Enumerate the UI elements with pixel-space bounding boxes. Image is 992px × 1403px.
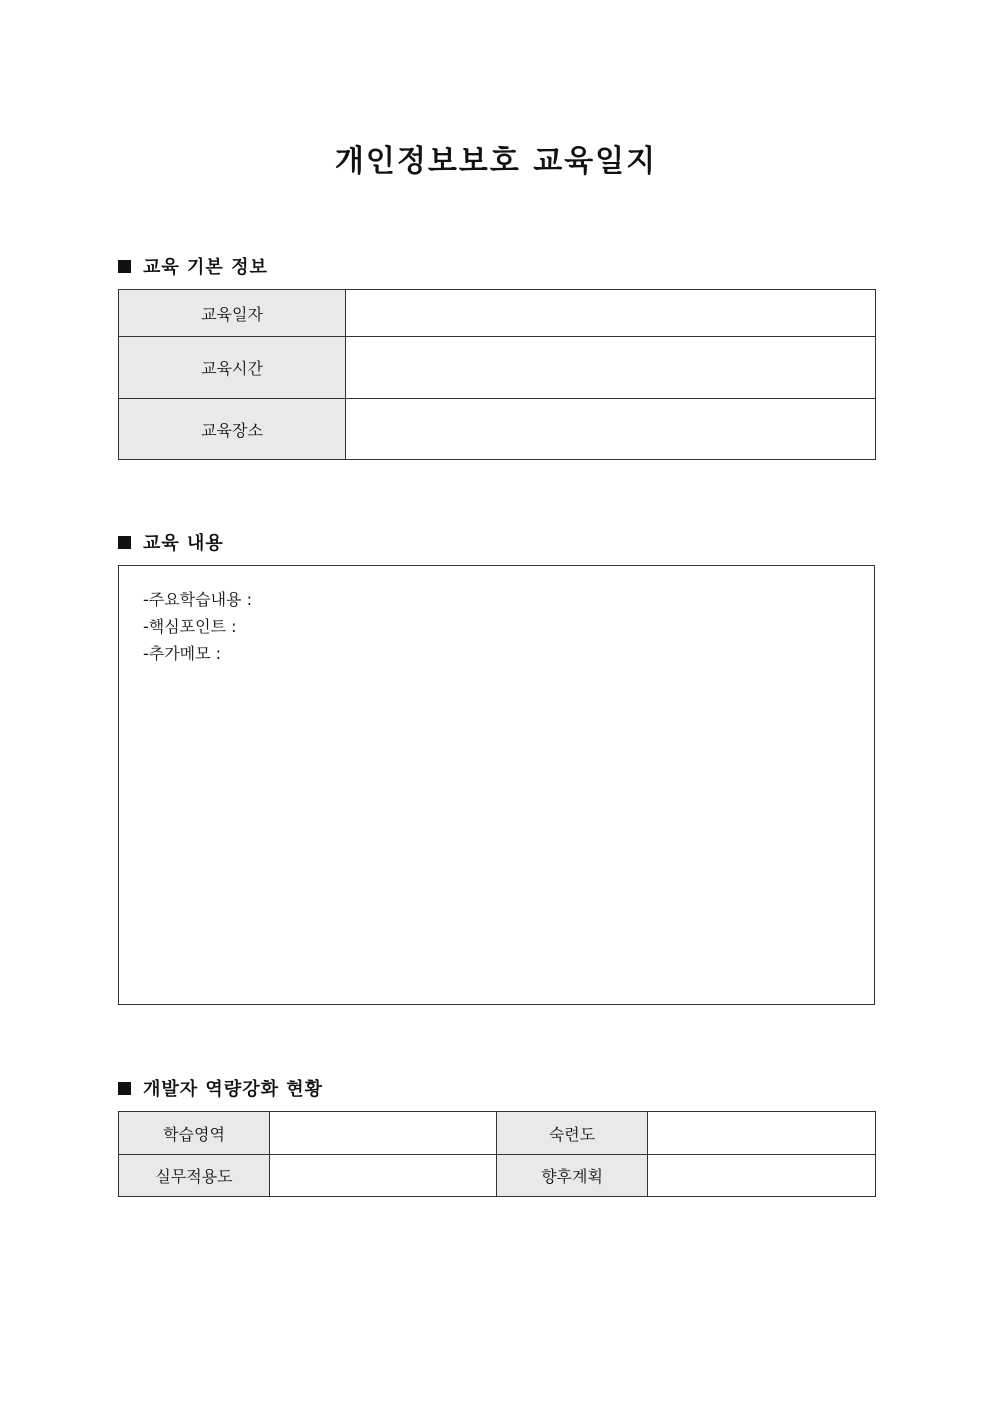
education-date-field[interactable] (346, 290, 876, 337)
label-education-time: 교육시간 (119, 337, 346, 399)
memo-line-main-learning: -주요학습내용 : (143, 590, 252, 609)
proficiency-field[interactable] (648, 1112, 876, 1155)
square-bullet-icon (118, 536, 131, 549)
education-place-field[interactable] (346, 399, 876, 460)
label-proficiency: 숙련도 (497, 1112, 648, 1155)
label-practical-application: 실무적용도 (119, 1155, 270, 1197)
table-row (119, 1155, 876, 1197)
learning-area-field[interactable] (270, 1112, 497, 1155)
document-title: 개인정보보호 교육일지 (334, 144, 658, 179)
memo-line-key-points: -핵심포인트 : (143, 617, 237, 636)
basic-info-table (118, 289, 876, 460)
education-time-field[interactable] (346, 337, 876, 399)
label-education-place: 교육장소 (119, 399, 346, 460)
square-bullet-icon (118, 260, 131, 273)
table-row (119, 337, 876, 399)
section-heading-competency (118, 1075, 323, 1101)
section-heading-content (118, 529, 224, 555)
table-row (119, 399, 876, 460)
section-heading-label: 개발자 역량강화 현황 (143, 1079, 324, 1100)
section-heading-label: 교육 기본 정보 (143, 257, 268, 278)
label-education-date: 교육일자 (119, 290, 346, 337)
section-heading-label: 교육 내용 (143, 533, 224, 554)
section-heading-basic-info (118, 253, 268, 279)
future-plan-field[interactable] (648, 1155, 876, 1197)
table-row (119, 1112, 876, 1155)
label-future-plan: 향후계획 (497, 1155, 648, 1197)
square-bullet-icon (118, 1082, 131, 1095)
memo-line-additional-memo: -추가메모 : (143, 644, 222, 663)
competency-table (118, 1111, 876, 1197)
practical-application-field[interactable] (270, 1155, 497, 1197)
table-row (119, 290, 876, 337)
content-memo-box[interactable] (118, 565, 875, 1005)
label-learning-area: 학습영역 (119, 1112, 270, 1155)
